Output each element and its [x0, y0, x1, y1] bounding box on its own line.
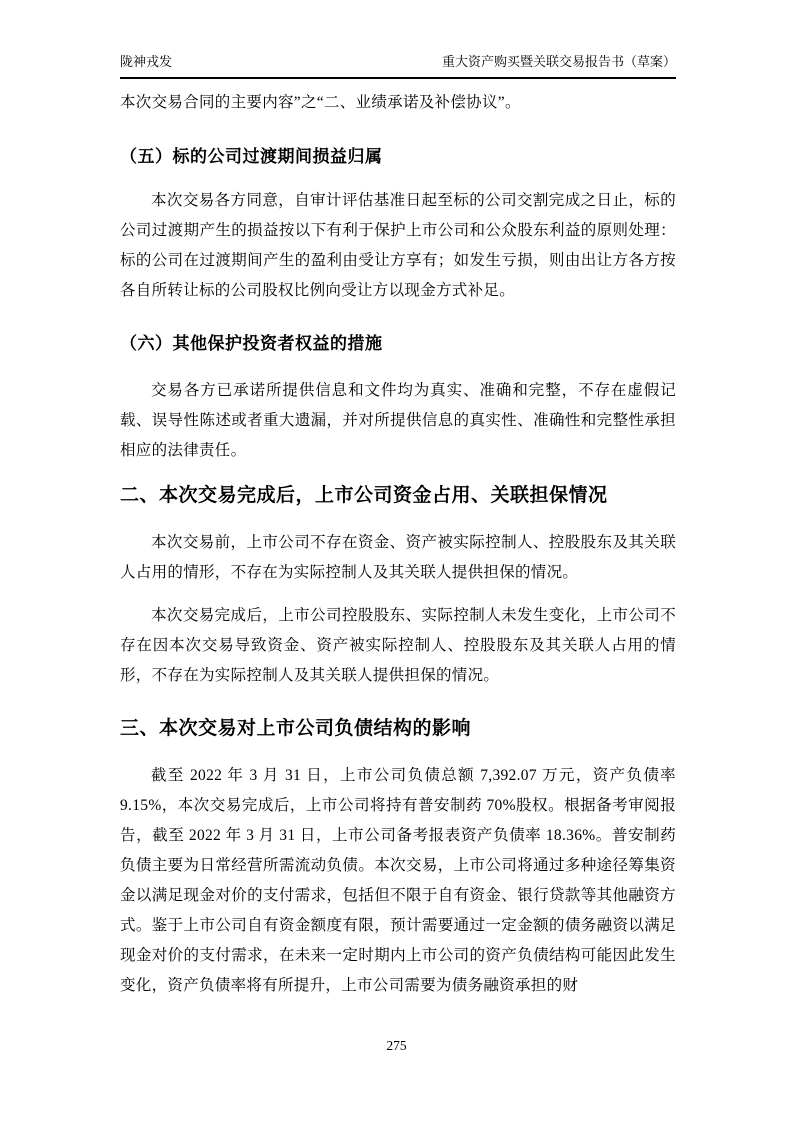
section-heading-6-investor-protection: （六）其他保护投资者权益的措施	[120, 334, 383, 353]
body-paragraph: 本次交易前，上市公司不存在资金、资产被实际控制人、控股股东及其关联人占用的情形，不存在为实际控制人及其关联人提供担保的情况。	[120, 534, 676, 581]
page-number: 275	[386, 1038, 407, 1053]
body-paragraph: 本次交易各方同意，自审计评估基准日起至标的公司交割完成之日止，标的公司过渡期产生的损益按以下有利于保护上市公司和公众股东利益的原则处理：标的公司在过渡期间产生的盈利由受让方享有；如发生亏损，则由出让方各方按各自所转让标的公司股权比例向受让方以现金方式补足。	[120, 192, 676, 299]
section-heading-3-debt-structure-impact: 三、本次交易对上市公司负债结构的影响	[120, 718, 472, 739]
body-paragraph: 本次交易完成后，上市公司控股股东、实际控制人未发生变化，上市公司不存在因本次交易导致资金、资产被实际控制人、控股股东及其关联人占用的情形，不存在为实际控制人及其关联人提供担保的情况。	[120, 607, 676, 684]
section-heading-5-transition-profit-loss: （五）标的公司过渡期间损益归属	[120, 147, 383, 166]
continuation-paragraph: 本次交易合同的主要内容”之“二、业绩承诺及补偿协议”。	[120, 94, 521, 111]
body-paragraph: 交易各方已承诺所提供信息和文件均为真实、准确和完整，不存在虚假记载、误导性陈述或者重大遗漏，并对所提供信息的真实性、准确性和完整性承担相应的法律责任。	[120, 382, 676, 459]
body-paragraph: 截至 2022 年 3 月 31 日，上市公司负债总额 7,392.07 万元，资产负债率 9.15%，本次交易完成后，上市公司将持有普安制药 70%股权。根据备考审阅报告，截至 2022 年 3 月 31 日，上市公司备考报表资产负债率 18.36%。普安制药负债主要为日常经营所需流动负债。本次交易，上市公司将通过多种途径筹集资金以满足现金对价的支付需求，包括但不限于自有资金、银行贷款等其他融资方式。鉴于上市公司自有资金额度有限，预计需要通过一定金额的债务融资以满足现金对价的支付需求，在未来一定时期内上市公司的资产负债结构可能因此发生变化，资产负债率将有所提升，上市公司需要为债务融资承担的财	[120, 767, 676, 994]
page-header	[120, 54, 676, 79]
header-company-name: 陇神戎发	[120, 54, 173, 69]
header-report-title: 重大资产购买暨关联交易报告书（草案）	[441, 54, 676, 69]
document-body	[120, 88, 676, 1001]
section-heading-2-funds-occupation-guarantee: 二、本次交易完成后，上市公司资金占用、关联担保情况	[120, 485, 608, 506]
page-footer	[0, 1038, 793, 1054]
